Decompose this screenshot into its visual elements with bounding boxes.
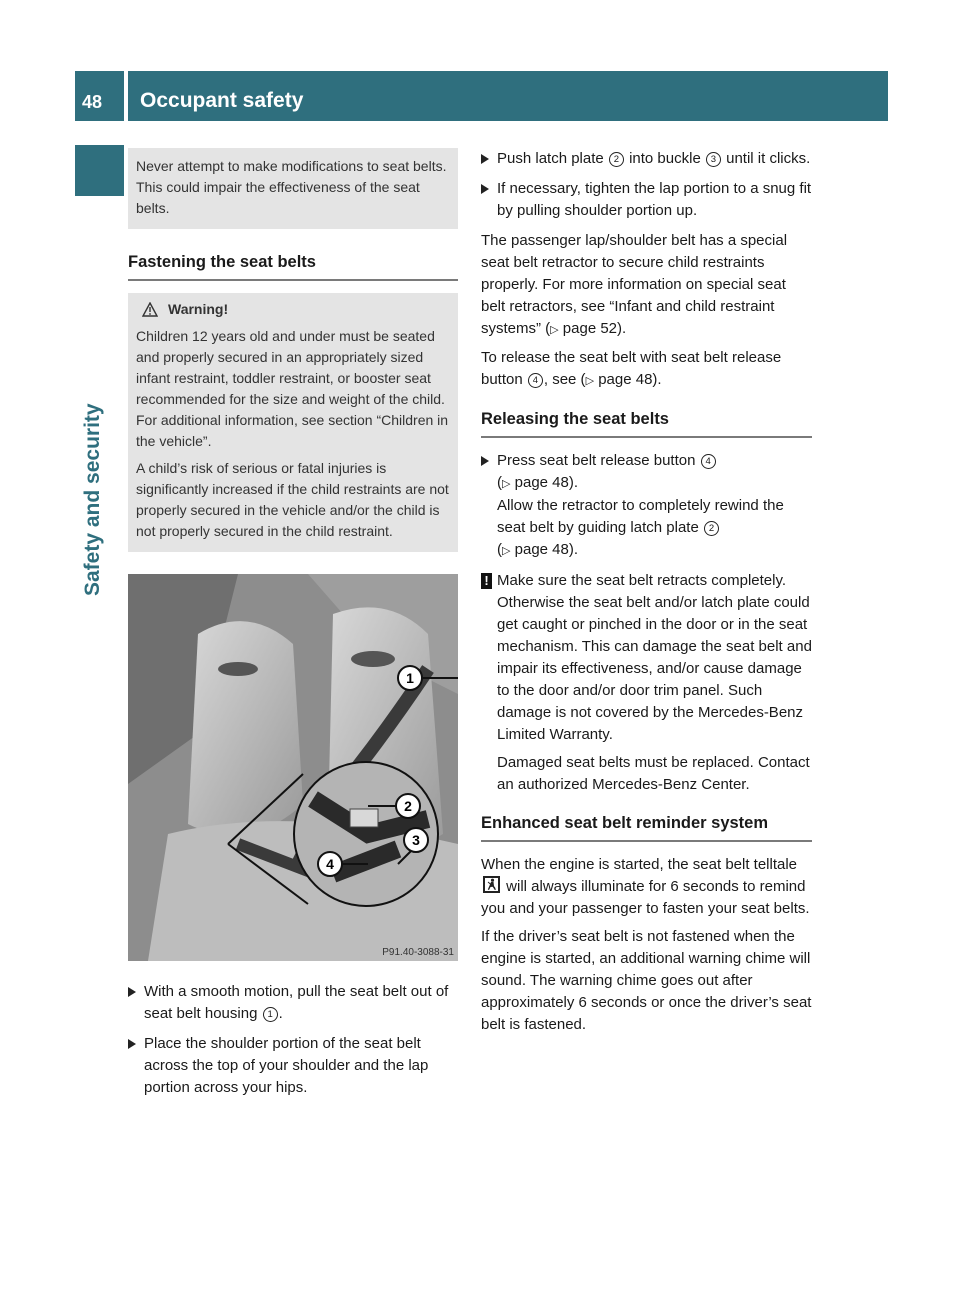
seat-belt-telltale-icon (483, 876, 500, 893)
step-arrow-icon (481, 184, 489, 194)
callout-1-label: 1 (406, 670, 414, 686)
left-column (128, 148, 458, 1107)
number-2-icon: 2 (609, 152, 624, 167)
section-rule (481, 840, 812, 842)
step-press-release: Press seat belt release button 4 (▷ page 48). Allow the retractor to completely rewind the seat belt by guiding latch plate 2 (▷ page 48). (481, 450, 812, 562)
callout-2-label: 2 (404, 798, 412, 814)
warning-title: Warning! (168, 301, 229, 317)
section-rule (481, 436, 812, 438)
paragraph-release: To release the seat belt with seat belt release button 4 , see (▷ page 48). (481, 349, 782, 388)
page-ref-icon: ▷ (502, 478, 511, 490)
caution-note (481, 570, 812, 796)
step-arrow-icon (128, 1039, 136, 1049)
number-1-icon: 1 (263, 1007, 278, 1022)
paragraph-chime: If the driver’s seat belt is not fastened when the engine is started, an additional warning chime will sound. The warning chime goes out after approximately 6 seconds or once the driver’s seat belt is fastened. (481, 928, 812, 1033)
step-arrow-icon (481, 456, 489, 466)
photo-code: P91.40-3088-31 (382, 947, 454, 958)
paragraph-telltale: When the engine is started, the seat belt telltale will always illuminate for 6 seconds to remind you and your passenger to fasten your seat belts. (481, 856, 810, 917)
step-arrow-icon (481, 154, 489, 164)
caution-paragraph: Damaged seat belts must be replaced. Contact an authorized Mercedes-Benz Center. (497, 754, 810, 793)
step-arrow-icon (128, 987, 136, 997)
section-rule (128, 279, 458, 281)
section-title-releasing: Releasing the seat belts (481, 410, 669, 428)
note-box: Never attempt to make modifications to seat belts. This could impair the effectiveness of the seat belts. (128, 148, 458, 229)
warning-box (128, 293, 458, 552)
step-push-latch: Push latch plate 2 into buckle 3 until it clicks. (481, 148, 812, 170)
header-divider (124, 71, 128, 121)
page-number: 48 (82, 92, 103, 112)
seat-belt-photo (128, 574, 458, 961)
callout-4-label: 4 (326, 856, 334, 872)
page-ref-icon: ▷ (502, 545, 511, 557)
step-pull-belt: With a smooth motion, pull the seat belt out of seat belt housing 1 . (128, 981, 458, 1025)
side-label: Safety and security (81, 403, 104, 596)
warning-paragraph: A child’s risk of serious or fatal injuries is significantly increased if the child restraints are not properly secured in the vehicle and/or the child is not properly secured in the child restraint. (136, 460, 449, 539)
step-place-belt: Place the shoulder portion of the seat belt across the top of your shoulder and the lap portion across your hips. (128, 1033, 458, 1099)
number-4-icon: 4 (701, 454, 716, 469)
page-ref-icon: ▷ (550, 324, 559, 336)
right-column (481, 148, 812, 1042)
number-2-icon: 2 (704, 521, 719, 536)
step-tighten: If necessary, tighten the lap portion to a snug fit by pulling shoulder portion up. (481, 178, 812, 222)
exclamation-icon: ! (481, 573, 492, 589)
page-title: Occupant safety (140, 89, 304, 112)
side-tab (75, 145, 124, 196)
paragraph-retractor: The passenger lap/shoulder belt has a special seat belt retractor to secure child restraints properly. For more information on special seat belt retractors, see “Infant and child restraint systems” (▷ page 52). (481, 232, 788, 337)
seat-belt-illustration (128, 574, 458, 961)
caution-paragraph: Make sure the seat belt retracts completely. Otherwise the seat belt and/or latch plate could get caught or pinched in the door or in the seat mechanism. This can damage the seat belt and impair its effectiveness, and/or cause damage to the door and/or door trim panel. Such damage is not covered by the Mercedes-Benz Limited Warranty. (497, 572, 812, 743)
section-title-fastening: Fastening the seat belts (128, 253, 316, 271)
warning-triangle-icon (142, 302, 158, 317)
warning-paragraph: Children 12 years old and under must be seated and properly secured in an appropriately sized infant restraint, toddler restraint, or booster seat recommended for the size and weight of the child. For additional information, see section “Children in the vehicle”. (136, 328, 449, 449)
section-title-reminder: Enhanced seat belt reminder system (481, 814, 769, 832)
warning-header (136, 299, 450, 320)
page-ref-icon: ▷ (585, 375, 595, 387)
number-3-icon: 3 (706, 152, 721, 167)
number-4-icon: 4 (528, 373, 543, 388)
callout-3-label: 3 (412, 832, 420, 848)
